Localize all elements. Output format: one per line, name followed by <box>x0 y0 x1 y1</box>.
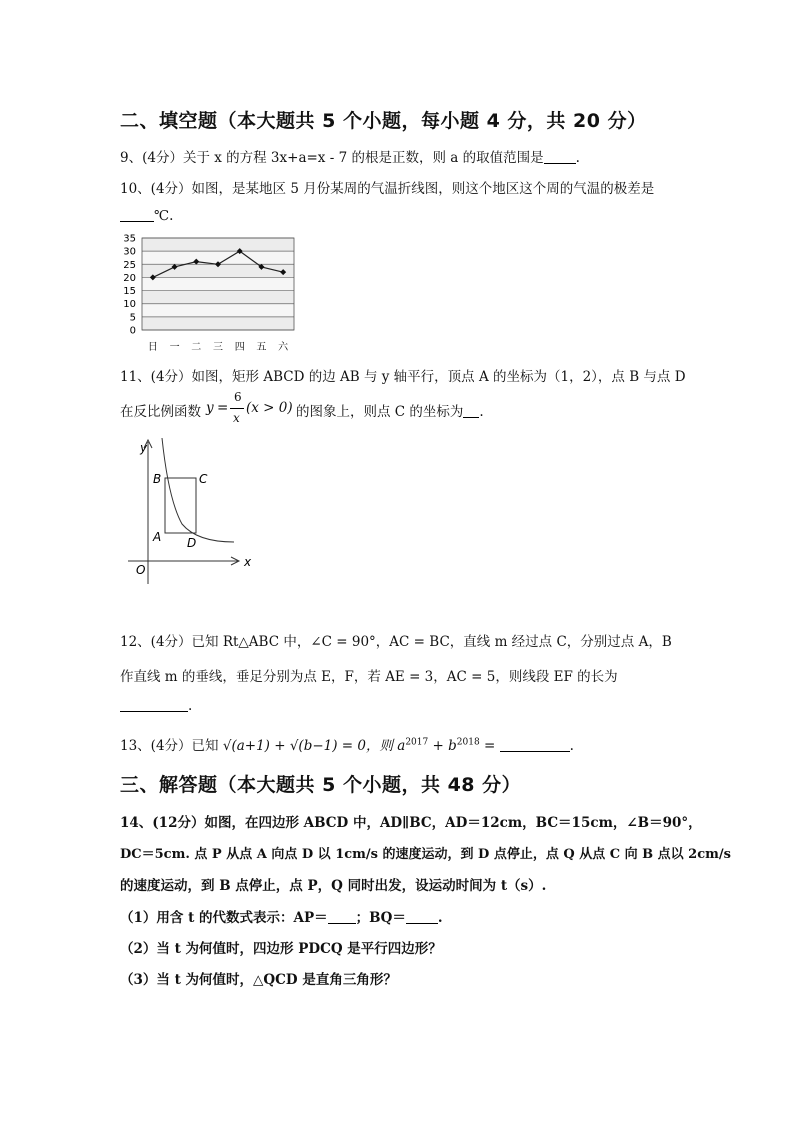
fraction-numerator: 6 <box>234 390 242 404</box>
chart-band <box>142 304 294 317</box>
chart-x-tick-label: 四 <box>234 342 245 353</box>
chart-x-tick-label: 二 <box>191 342 202 353</box>
answer-blank <box>406 909 438 924</box>
chart-x-tick-label: 五 <box>256 342 267 353</box>
chart-x-ticks <box>148 341 289 353</box>
answer-blank <box>120 207 154 222</box>
exponent-2017: 2017 <box>405 737 429 748</box>
exponent-2018: 2018 <box>456 737 480 748</box>
chart-x-tick-label: 三 <box>213 342 223 353</box>
sub-1-mid: ；BQ＝ <box>355 910 406 926</box>
y-axis-label: y <box>140 441 148 455</box>
section-2-title: 二、填空题（本大题共 5 个小题，每小题 4 分，共 20 分） <box>120 110 647 132</box>
chart-x-tick-label: 日 <box>147 342 158 353</box>
function-eq: = <box>217 400 229 416</box>
chart-y-tick-label: 25 <box>123 259 136 271</box>
section-3-title: 三、解答题（本大题共 5 个小题，共 48 分） <box>120 774 522 796</box>
answer-blank <box>328 909 356 924</box>
sub-1-pre: （1）用含 t 的代数式表示：AP＝ <box>120 910 328 926</box>
chart-y-tick-label: 5 <box>129 312 136 324</box>
question-12-tail: . <box>188 698 193 714</box>
chart-band <box>142 291 294 304</box>
question-10-text: 10、(4分）如图，是某地区 5 月份某周的气温折线图，则这个地区这个周的气温的极差是 <box>120 181 655 197</box>
point-d-label: D <box>187 536 197 550</box>
chart-band <box>142 277 294 290</box>
answer-blank <box>120 697 188 712</box>
question-9 <box>120 146 580 166</box>
chart-y-tick-label: 10 <box>123 299 136 311</box>
question-11-line-1: 11、(4分）如图，矩形 ABCD 的边 AB 与 y 轴平行，顶点 A 的坐标为（1，2），点 B 与点 D <box>120 369 686 385</box>
question-9-text: 9、(4分）关于 x 的方程 3x+a=x - 7 的根是正数，则 a 的取值范围是 <box>120 150 544 166</box>
point-c-label: C <box>199 472 208 486</box>
question-13-tail: . <box>569 738 574 754</box>
chart-band <box>142 317 294 330</box>
chart-grid <box>142 238 294 330</box>
question-10-answer-line <box>120 207 173 224</box>
question-14-sub-3: （3）当 t 为何值时，△QCD 是直角三角形？ <box>120 972 397 988</box>
temperature-line-chart <box>114 228 304 358</box>
function-y: y <box>206 400 214 416</box>
fraction-denominator: x <box>233 411 240 425</box>
question-13 <box>120 734 574 754</box>
answer-blank <box>500 737 570 752</box>
chart-x-tick-label: 一 <box>169 342 180 353</box>
question-14-line-1: 14、(12分）如图，在四边形 ABCD 中，AD∥BC，AD＝12cm，BC＝15cm，∠B＝90°， <box>120 815 702 831</box>
chart-band <box>142 238 294 251</box>
function-condition: (x > 0) <box>246 400 293 416</box>
question-10-tail: ℃. <box>154 208 174 224</box>
question-14-line-3: 的速度运动，到 B 点停止，点 P，Q 同时出发，设运动时间为 t（s）. <box>120 878 547 894</box>
q11-line2-post <box>296 400 484 420</box>
question-13-mid: + b <box>428 738 457 754</box>
x-axis-label: x <box>244 555 252 569</box>
question-13-expression: √(a+1) + √(b−1) = 0，则 a <box>222 738 406 754</box>
question-12-line-2: 作直线 m 的垂线，垂足分别为点 E，F，若 AE = 3，AC = 5，则线段 EF 的长为 <box>120 669 618 685</box>
chart-y-tick-label: 0 <box>129 325 136 337</box>
question-9-tail: . <box>575 150 580 166</box>
origin-label: O <box>136 563 146 577</box>
answer-blank <box>544 149 576 164</box>
question-14-line-2: DC＝5cm. 点 P 从点 A 向点 D 以 1cm/s 的速度运动，到 D 点停止，点 Q 从点 C 向 B 点以 2cm/s <box>120 847 731 862</box>
hyperbola-rectangle-figure <box>120 436 260 586</box>
point-a-label: A <box>153 530 162 544</box>
question-12-line-1: 12、(4分）已知 Rt△ABC 中，∠C = 90°，AC = BC，直线 m 经过点 C，分别过点 A，B <box>120 634 672 650</box>
chart-y-tick-label: 15 <box>123 286 136 298</box>
answer-blank <box>463 403 479 418</box>
q11-line2-post-text: 的图象上，则点 C 的坐标为 <box>296 404 464 420</box>
question-14-sub-2: （2）当 t 为何值时，四边形 PDCQ 是平行四边形？ <box>120 941 442 957</box>
chart-y-tick-label: 35 <box>123 233 136 245</box>
point-b-label: B <box>153 472 162 486</box>
question-13-pre: 13、(4分）已知 <box>120 738 219 754</box>
question-12-answer-line <box>120 697 192 714</box>
q11-line2-pre: 在反比例函数 <box>120 404 201 420</box>
sub-1-tail: . <box>437 910 443 926</box>
chart-y-ticks <box>123 234 136 337</box>
hyperbola-curve <box>162 438 234 542</box>
chart-x-tick-label: 六 <box>278 342 289 353</box>
question-13-eq: = <box>479 738 496 754</box>
question-11-tail: . <box>479 404 484 420</box>
fraction-bar <box>230 408 244 409</box>
chart-y-tick-label: 30 <box>123 246 136 258</box>
question-14-sub-1 <box>120 906 443 926</box>
chart-y-tick-label: 20 <box>123 272 136 284</box>
